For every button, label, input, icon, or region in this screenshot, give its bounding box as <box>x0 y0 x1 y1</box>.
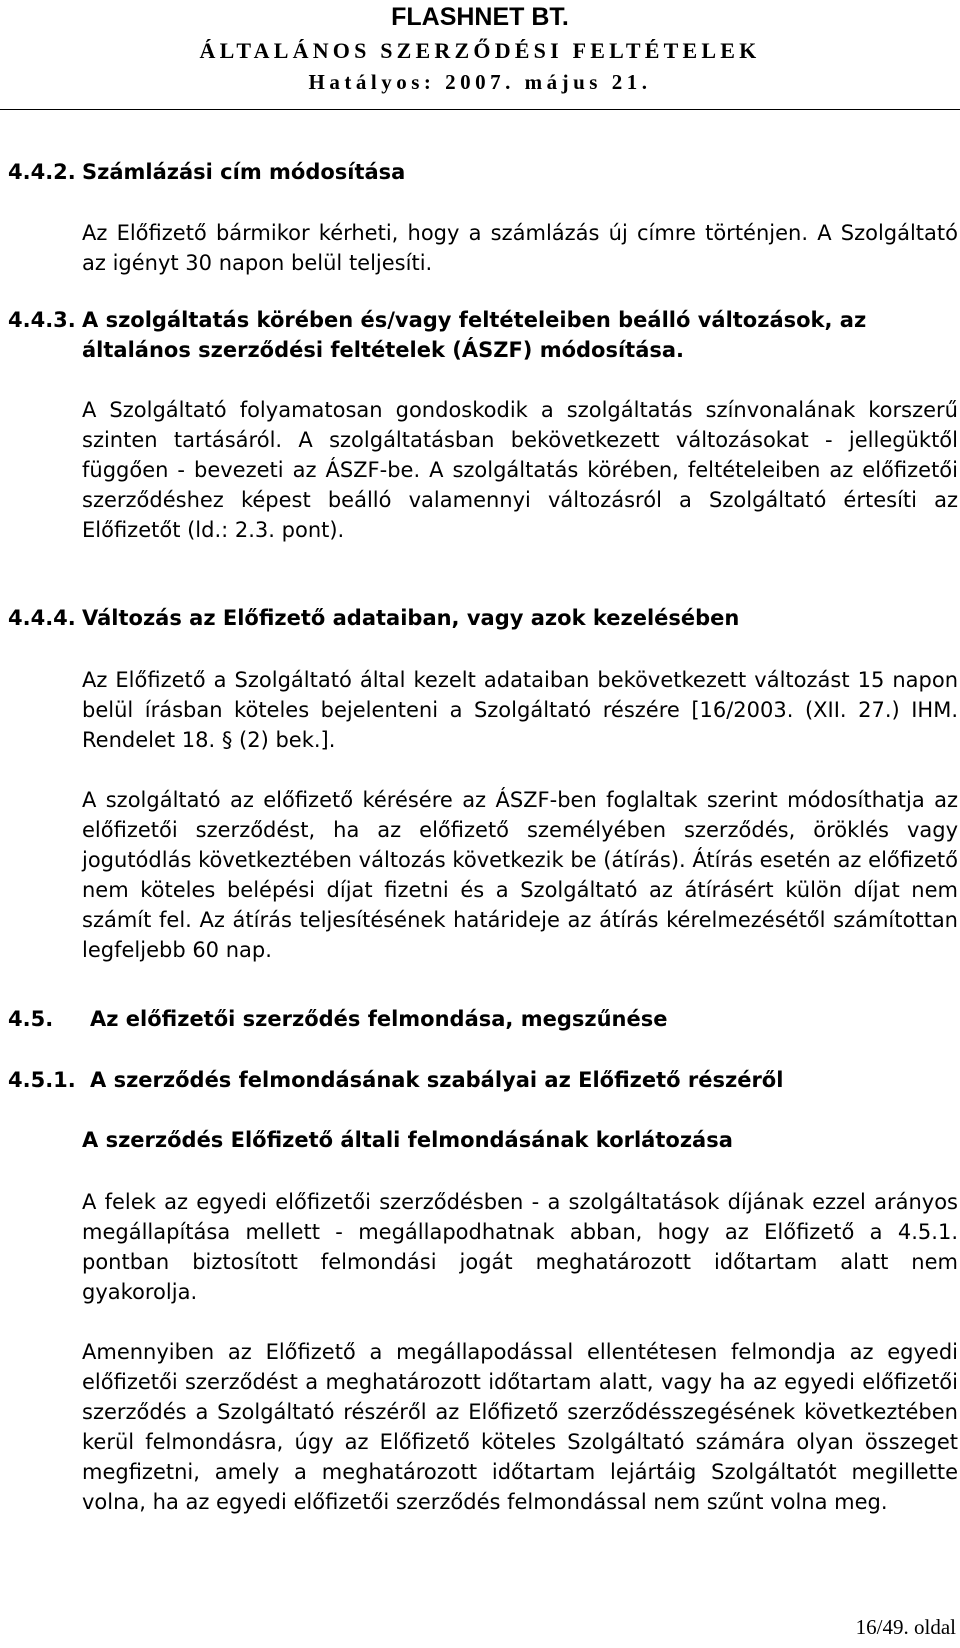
section-number: 4.5.1. <box>8 1068 76 1092</box>
section-title-line-2: általános szerződési feltételek (ÁSZF) módosítása. <box>82 338 685 362</box>
section-title: Változás az Előfizető adataiban, vagy azok kezelésében <box>82 606 740 630</box>
section-heading-4-4-3 <box>8 305 958 365</box>
section-title: A szerződés felmondásának szabályai az Előfizető részéről <box>90 1068 784 1092</box>
company-name: FLASHNET BT. <box>391 3 569 31</box>
section-heading-4-5 <box>8 1004 958 1034</box>
section-title: Számlázási cím módosítása <box>82 160 406 184</box>
section-title: Az előfizetői szerződés felmondása, megszűnése <box>90 1007 668 1031</box>
section-number: 4.5. <box>8 1007 54 1031</box>
paragraph-4-5-1-2: Amennyiben az Előfizető a megállapodással ellentétesen felmondja az egyedi előfizetői szerződést a meghatározott időtartam alatt, vagy ha az egyedi előfizetői szerződés a Szolgáltató részéről az Előfizető szerződésszegésének következtében kerül felmondásra, úgy az Előfizető köteles Szolgáltató számára olyan összeget megfizetni, amely a meghatározott időtartam lejártáig Szolgáltatót megillette volna, ha az egyedi előfizetői szerződés felmondással nem szűnt volna meg. <box>82 1340 958 1514</box>
section-heading-4-4-4 <box>8 603 958 633</box>
paragraph-4-4-2: Az Előfizető bármikor kérheti, hogy a számlázás új címre történjen. A Szolgáltató az igényt 30 napon belül teljesíti. <box>82 221 958 275</box>
section-number: 4.4.3. <box>8 308 76 332</box>
paragraph-4-4-3: A Szolgáltató folyamatosan gondoskodik a szolgáltatás színvonalának korszerű szinten tartásáról. A szolgáltatásban bekövetkezett változásokat - jellegüktől függően - bevezeti az ÁSZF-be. A szolgáltatás körében, feltételeiben az előfizetői szerződéshez képest beálló valamennyi változásról a Szolgáltató értesíti az Előfizetőt (ld.: 2.3. pont). <box>82 398 958 542</box>
section-heading-4-5-1 <box>8 1065 958 1095</box>
section-number: 4.4.2. <box>8 160 76 184</box>
section-number: 4.4.4. <box>8 606 76 630</box>
section-heading-4-4-2 <box>8 157 958 187</box>
paragraph-4-4-4-2: A szolgáltató az előfizető kérésére az ÁSZF-ben foglaltak szerint módosíthatja az előfizetői szerződést, ha az előfizető személyében szerződés, öröklés vagy jogutódlás következtében változás következik be (átírás). Átírás esetén az előfizető nem köteles belépési díjat fizetni és a Szolgáltató az átírásért külön díjat nem számít fel. Az átírás teljesítésének határideje az átírás kérelmezésétől számítottan legfeljebb 60 nap. <box>82 788 958 962</box>
paragraph-4-4-4-1: Az Előfizető a Szolgáltató által kezelt adataiban bekövetkezett változást 15 napon belül írásban köteles bejelenteni a Szolgáltató részére [16/2003. (XII. 27.) IHM. Rendelet 18. § (2) bek.]. <box>82 668 958 752</box>
page-number: 16/49. oldal <box>855 1615 956 1639</box>
header-divider <box>0 109 960 110</box>
section-title-line-1: A szolgáltatás körében és/vagy feltételeiben beálló változások, az <box>82 308 867 332</box>
effective-date: Hatályos: 2007. május 21. <box>308 70 652 94</box>
subsection-title: A szerződés Előfizető általi felmondásának korlátozása <box>82 1128 733 1152</box>
document-title: ÁLTALÁNOS SZERZŐDÉSI FELTÉTELEK <box>199 38 761 63</box>
paragraph-4-5-1-1: A felek az egyedi előfizetői szerződésben - a szolgáltatások díjának ezzel arányos megállapítása mellett - megállapodhatnak abban, hogy az Előfizető a 4.5.1. pontban biztosított felmondási jogát meghatározott időtartam alatt nem gyakorolja. <box>82 1190 958 1304</box>
